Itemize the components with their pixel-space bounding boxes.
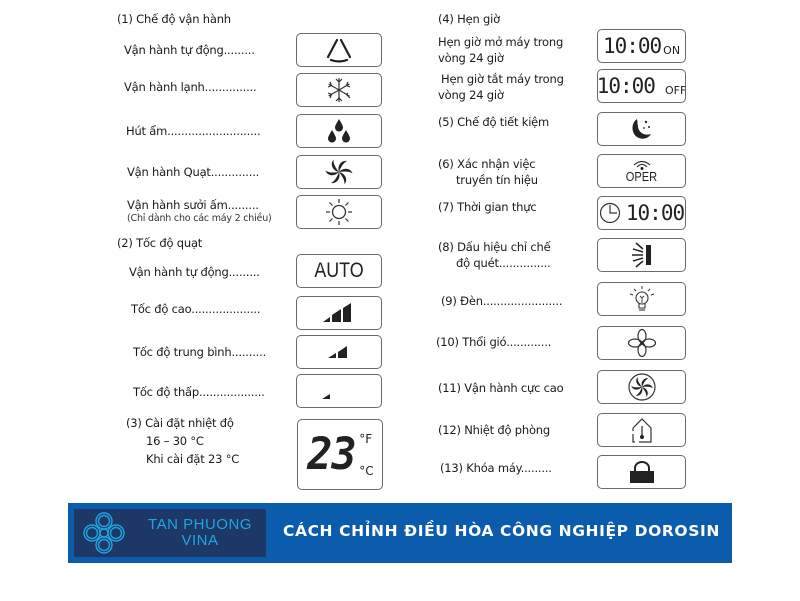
auto-mode-triangle-icon — [324, 37, 354, 63]
unit-celsius: °C — [359, 463, 374, 478]
heat-mode-label: Vận hành sưởi ấm......... — [127, 198, 259, 212]
auto-mode-label: Vận hành tự động......... — [124, 43, 255, 57]
oper-text: OPER — [625, 168, 658, 184]
fan-mode-indicator — [296, 155, 382, 189]
timer-on-suffix: ON — [663, 43, 681, 57]
fan-speed-medium-icon — [327, 345, 351, 359]
heat-mode-indicator — [296, 195, 382, 229]
cool-mode-indicator — [296, 73, 382, 107]
brand-line-2: VINA — [181, 532, 219, 549]
propeller-icon — [627, 328, 657, 358]
footer-banner — [68, 503, 732, 563]
room-temp-indicator — [597, 413, 686, 447]
timer-off-label-1: Hẹn giờ tắt máy trong — [441, 72, 564, 86]
moon-stars-icon — [629, 117, 655, 141]
room-temp-label: (12) Nhiệt độ phòng — [438, 423, 550, 437]
clock-display — [597, 196, 686, 230]
clock-label: (7) Thời gian thực — [438, 200, 537, 214]
temp-example-text: Khi cài đặt 23 °C — [146, 452, 240, 466]
fan-mid-indicator — [296, 335, 382, 369]
signal-label-2: truyền tín hiệu — [456, 173, 538, 187]
turbo-label: (11) Vận hành cực cao — [438, 381, 564, 395]
auto-mode-indicator — [296, 33, 382, 67]
timer-off-label-2: vòng 24 giờ — [438, 88, 504, 102]
auto-display-text: AUTO — [314, 259, 364, 282]
blow-label: (10) Thổi gió............. — [436, 335, 552, 349]
fan-mode-label: Vận hành Quạt.............. — [127, 165, 260, 179]
fan-low-indicator — [296, 374, 382, 408]
snowflake-icon — [325, 76, 353, 104]
fan-speed-low-icon — [321, 392, 333, 400]
unit-fahrenheit: °F — [359, 431, 373, 446]
swing-label-2: độ quét............... — [456, 256, 551, 270]
cool-mode-label: Vận hành lạnh............... — [124, 80, 257, 94]
turbo-fan-icon — [627, 372, 657, 402]
fan-mid-label: Tốc độ trung bình.......... — [133, 345, 267, 359]
timer-off-suffix: OFF — [664, 83, 687, 97]
temp-range-text: 16 – 30 °C — [146, 434, 204, 448]
eco-indicator — [597, 112, 686, 146]
temperature-value: 23 — [307, 429, 357, 480]
timer-on-display — [597, 29, 686, 63]
swing-indicator — [597, 238, 686, 272]
section-1-title: (1) Chế độ vận hành — [117, 12, 231, 26]
fan-auto-label: Vận hành tự động......... — [129, 265, 260, 279]
brand-line-1: TAN PHUONG — [148, 516, 252, 533]
house-thermometer-icon — [630, 416, 654, 444]
brand-logo-icon — [82, 511, 126, 555]
lock-indicator — [597, 455, 686, 489]
timer-off-time: 10:00 — [596, 74, 655, 98]
section-2-title: (2) Tốc độ quạt — [117, 236, 203, 250]
temperature-display — [297, 419, 383, 490]
clock-icon — [599, 202, 621, 224]
dry-mode-label: Hút ẩm........................... — [126, 124, 261, 138]
brand-logo-box — [74, 509, 266, 557]
brand-name — [140, 517, 260, 549]
lock-icon — [627, 460, 657, 484]
lock-label: (13) Khóa máy......... — [440, 461, 552, 475]
timer-on-label-1: Hẹn giờ mở máy trong — [438, 35, 564, 49]
clock-time: 10:00 — [625, 201, 685, 225]
timer-on-label-2: vòng 24 giờ — [438, 51, 504, 65]
dry-mode-indicator — [296, 114, 382, 148]
swing-louver-icon — [630, 242, 654, 268]
eco-label: (5) Chế độ tiết kiệm — [438, 115, 550, 129]
fan-high-indicator — [296, 296, 382, 330]
blow-indicator — [597, 326, 686, 360]
heat-mode-note: (Chỉ dành cho các máy 2 chiều) — [127, 213, 272, 224]
water-drops-icon — [326, 117, 352, 145]
fan-low-label: Tốc độ thấp................... — [133, 385, 265, 399]
signal-label-1: (6) Xác nhận việc — [438, 157, 536, 171]
section-3-title: (3) Cài đặt nhiệt độ — [126, 416, 234, 430]
timer-off-display — [597, 69, 686, 103]
light-bulb-icon — [628, 284, 656, 314]
fan-high-label: Tốc độ cao.................... — [131, 302, 261, 316]
banner-title: CÁCH CHỈNH ĐIỀU HÒA CÔNG NGHIỆP DOROSIN — [283, 522, 720, 540]
fan-auto-indicator — [296, 254, 382, 288]
fan-speed-high-icon — [321, 303, 357, 323]
swing-label-1: (8) Dấu hiệu chỉ chế — [438, 240, 551, 254]
turbo-indicator — [597, 370, 686, 404]
light-label: (9) Đèn....................... — [441, 294, 563, 308]
section-4-title: (4) Hẹn giờ — [438, 12, 500, 26]
sun-icon — [324, 197, 354, 227]
timer-on-time: 10:00 — [602, 34, 662, 58]
fan-icon — [324, 157, 354, 187]
light-indicator — [597, 282, 686, 316]
signal-indicator — [597, 154, 686, 188]
